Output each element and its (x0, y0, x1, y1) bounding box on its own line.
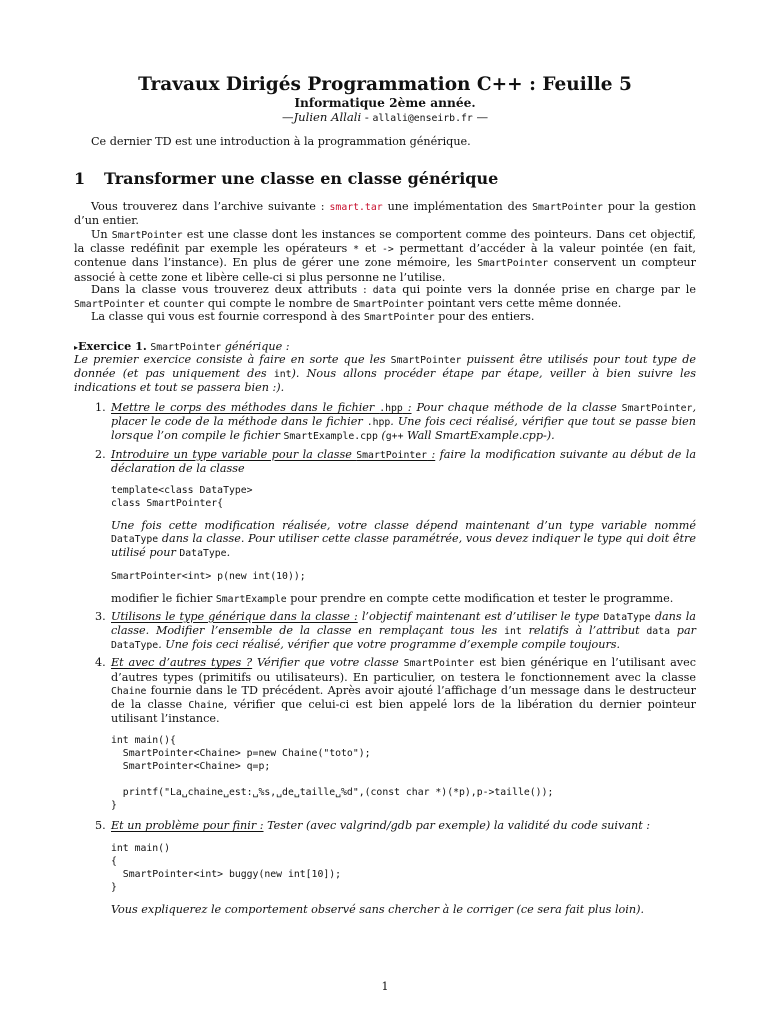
code-counter: counter (163, 299, 205, 311)
code-datatype: DataType (111, 534, 159, 546)
item-heading: Utilisons le type générique dans la classe : (111, 609, 358, 623)
text: et (359, 242, 382, 256)
text: une implémentation des (382, 200, 533, 213)
code-int: int (504, 626, 522, 638)
text: qui pointe vers la donnée prise en charge par le (396, 283, 696, 296)
section-heading (74, 169, 498, 189)
code-data: data (646, 626, 670, 638)
code-hpp: .hpp (366, 417, 391, 429)
author-line (74, 110, 696, 126)
document-title: Travaux Dirigés Programmation C++ : Feuille 5 (138, 74, 632, 95)
item-number: 3. (95, 609, 106, 623)
code-smartpointer: SmartPointer (353, 299, 424, 311)
code-chaine: Chaine (188, 700, 224, 712)
code-smartpointer: SmartPointer (403, 658, 475, 670)
text: pour la gestion d’un entier. (74, 200, 696, 228)
list-item (74, 610, 696, 653)
author-separator: - (361, 110, 373, 124)
text: Vérifier que votre classe (252, 656, 404, 670)
code-operator-star: * (353, 244, 360, 256)
code-smartpointer: SmartPointer (621, 403, 693, 414)
text: conservent un compteur associé à cette zone et libère celle-ci si plus personne ne l’utilise. (74, 256, 696, 284)
item-heading: Et un problème pour finir : (111, 819, 264, 833)
text: faire la modification suivante au début de la déclaration de la classe (111, 447, 697, 475)
text: La classe qui vous est fournie correspond à des (91, 310, 364, 323)
text: Pour chaque méthode de la classe (411, 401, 622, 414)
text: , placer le code de la méthode dans le fichier (111, 401, 697, 429)
item-number: 2. (95, 447, 106, 461)
code-data: data (372, 285, 397, 296)
exercise-description (74, 353, 696, 395)
item-heading: Et avec d’autres types ? (111, 656, 253, 670)
code-int: int (273, 369, 292, 381)
code-block: template<class DataType> class SmartPointer{ (111, 485, 253, 510)
code-smartpointer: SmartPointer (356, 449, 428, 461)
code-chaine: Chaine (111, 685, 147, 697)
section-title: Transformer une classe en classe générique (104, 169, 499, 188)
paragraph-integers (74, 310, 696, 324)
exercise-steps (74, 401, 696, 916)
item-heading (111, 401, 412, 414)
code-block: int main(){ SmartPointer<Chaine> p=new Chaine("toto"); SmartPointer<Chaine> q=p; printf("La␣chaine␣est:␣%s,␣de␣taille␣%d",(const char *)(*p),p->taille()); } (111, 735, 554, 812)
code-operator-arrow: -> (381, 244, 394, 256)
intro-paragraph: Ce dernier TD est une introduction à la programmation générique. (91, 135, 471, 148)
text: puissent être utilisés pour tout type de donnée (et pas uniquement des (74, 353, 697, 381)
text: par (670, 624, 696, 638)
exercise-marker-icon: ▸ (74, 343, 79, 352)
code-datatype: DataType (179, 548, 227, 560)
text: Une fois cette modification réalisée, votre classe dépend maintenant d’un type variable nommé (111, 519, 696, 533)
page-number: 1 (381, 980, 389, 993)
text: est bien générique en l’utilisant avec d’autres types (primitifs ou utilisateurs). En particulier, on testera le fonctionnement avec la classe (111, 656, 697, 684)
text: . Une fois ceci réalisé, vérifier que tout se passe bien lorsque l’on compile le fichier (111, 415, 696, 443)
code-block: int main() { SmartPointer<int> buggy(new int[10]); } (111, 842, 342, 893)
text: qui compte le nombre de (204, 297, 354, 311)
author-dash-end: — (472, 110, 489, 124)
author-email[interactable]: allali@enseirb.fr (372, 113, 473, 124)
text: dans la classe. Pour utiliser cette classe paramétrée, vous devez indiquer le type qui doit être utilisé pour (111, 532, 696, 560)
code-hpp: .hpp (379, 403, 403, 414)
text: ( (377, 429, 386, 443)
text: et (144, 297, 164, 311)
text: Le premier exercice consiste à faire en sorte que les (74, 353, 391, 366)
exercise-title-rest: générique : (221, 340, 290, 353)
text: ). Nous allons procéder étape par étape, veiller à bien suivre les indications et tout se passera bien :). (74, 367, 696, 395)
paragraph-attributes (74, 283, 696, 311)
text: Mettre le corps des méthodes dans le fichier (111, 401, 380, 414)
code-smartpointer: SmartPointer (532, 202, 603, 213)
author-dash: — (281, 110, 294, 124)
list-item (74, 401, 696, 444)
document-subtitle: Informatique 2ème année. (294, 96, 476, 110)
text: . Une fois ceci réalisé, vérifier que votre programme d’exemple compile toujours. (158, 638, 621, 652)
author-name: Julien Allali (293, 110, 362, 124)
item-heading (111, 448, 435, 461)
paragraph-description (74, 228, 696, 284)
paragraph-archive (74, 200, 696, 227)
text: pointant vers cette même donnée. (423, 297, 622, 311)
text: Un (91, 228, 112, 241)
text: Introduire un type variable pour la classe (111, 447, 357, 461)
exercise-label: Exercice 1. (78, 339, 147, 353)
text: l’objectif maintenant est d’utiliser le type (357, 609, 604, 623)
text: pour des entiers. (434, 310, 535, 323)
text: : (402, 401, 412, 414)
code-block: SmartPointer<int> p(new int(10)); (111, 570, 306, 582)
text: , vérifier que celui-ci est bien appelé lors de la libération du dernier pointeur utilisant l’instance. (111, 698, 696, 726)
item-paragraph: Vous expliquerez le comportement observé sans chercher à le corriger (ce sera fait plus loin). (111, 902, 644, 916)
text: : (427, 447, 436, 461)
code-filename: SmartExample (215, 593, 287, 605)
code-datatype: DataType (111, 640, 159, 652)
document-page (74, 0, 696, 1024)
code-smartpointer: SmartPointer (363, 312, 435, 323)
code-smartpointer: SmartPointer (477, 258, 549, 270)
item-paragraph (111, 592, 696, 606)
code-filename: SmartExample.cpp (283, 431, 378, 443)
text: fournie dans le TD précédent. Après avoir ajouté l’affichage d’un message dans le destructeur de la classe (111, 683, 696, 712)
list-item (74, 656, 696, 812)
item-number: 4. (95, 656, 106, 670)
text: Wall SmartExample.cpp-). (403, 429, 555, 443)
item-paragraph (111, 519, 696, 561)
text: Vous trouverez dans l’archive suivante : (91, 200, 330, 213)
text: Dans la classe vous trouverez deux attributs : (91, 283, 373, 296)
code-datatype: DataType (603, 611, 651, 623)
code-smartpointer: SmartPointer (150, 342, 222, 353)
text: modifier le fichier (111, 591, 216, 605)
text: relatifs à l’attribut (521, 624, 647, 638)
item-number: 1. (95, 401, 106, 414)
text: Tester (avec valgrind/gdb par exemple) la validité du code suivant : (263, 819, 651, 833)
text: permettant d’accéder à la valeur pointée (en fait, contenue dans l’instance). En plus de gérer une zone mémoire, les (74, 242, 696, 270)
code-smartpointer: SmartPointer (390, 355, 462, 366)
list-item (74, 448, 696, 606)
text: est une classe dont les instances se comportent comme des pointeurs. Dans cet objectif, la classe redéfinit par exemple les opérateurs (74, 228, 696, 256)
section-number: 1 (74, 169, 86, 188)
list-item (74, 819, 696, 915)
item-number: 5. (95, 819, 106, 833)
text: dans la classe. Modifier l’ensemble de la classe en remplaçant tous les (111, 609, 696, 638)
code-smartpointer: SmartPointer (74, 299, 145, 311)
code-compiler: g++ (385, 431, 404, 443)
archive-link[interactable]: smart.tar (329, 202, 383, 213)
code-smartpointer: SmartPointer (111, 230, 183, 241)
text: pour prendre en compte cette modification et tester le programme. (286, 591, 674, 605)
text: . (226, 546, 231, 560)
